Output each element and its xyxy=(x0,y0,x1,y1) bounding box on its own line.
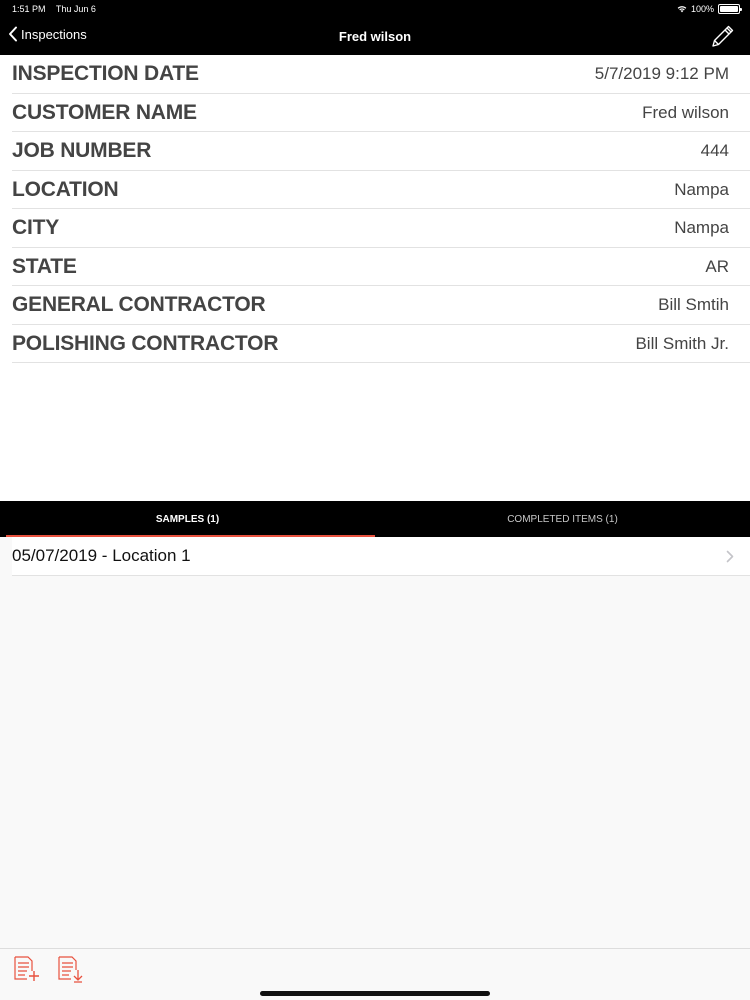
download-report-icon[interactable] xyxy=(57,955,85,983)
detail-row-customer-name xyxy=(12,94,750,133)
detail-value: AR xyxy=(705,256,729,276)
detail-row-polishing-contractor xyxy=(12,325,750,364)
detail-value: Nampa xyxy=(674,179,729,199)
details-blank-area xyxy=(0,363,750,501)
list-item[interactable] xyxy=(12,537,750,576)
navigation-bar xyxy=(0,18,750,55)
page-title: Fred wilson xyxy=(338,29,412,44)
detail-label: JOB NUMBER xyxy=(12,139,152,162)
detail-label: INSPECTION DATE xyxy=(12,62,199,85)
pencil-icon[interactable] xyxy=(708,23,736,51)
detail-label: POLISHING CONTRACTOR xyxy=(12,331,279,355)
detail-label: LOCATION xyxy=(12,177,119,201)
battery-fill xyxy=(720,6,738,12)
detail-value: 444 xyxy=(700,141,729,160)
add-report-icon[interactable] xyxy=(13,955,41,983)
detail-value: 5/7/2019 9:12 PM xyxy=(594,64,729,83)
detail-value: Nampa xyxy=(674,218,729,237)
tab-samples-label: SAMPLES (1) xyxy=(155,514,220,525)
chevron-right-icon xyxy=(726,550,734,563)
detail-label: GENERAL CONTRACTOR xyxy=(12,293,266,316)
status-bar xyxy=(0,0,750,18)
detail-row-inspection-date xyxy=(12,55,750,94)
battery-percent: 100% xyxy=(690,4,714,14)
status-time: 1:51 PM xyxy=(12,4,46,14)
inspection-details xyxy=(0,55,750,363)
detail-row-job-number xyxy=(12,132,750,171)
detail-row-general-contractor xyxy=(12,286,750,325)
back-button-label: Inspections xyxy=(21,26,87,42)
list-item-label: 05/07/2019 - Location 1 xyxy=(12,546,191,565)
detail-row-city xyxy=(12,209,750,248)
tab-completed-items-label: COMPLETED ITEMS (1) xyxy=(507,514,618,525)
wifi-icon xyxy=(677,5,687,13)
samples-list xyxy=(0,537,750,576)
detail-value: Fred wilson xyxy=(642,102,729,122)
tab-samples[interactable] xyxy=(0,501,375,537)
tab-completed-items[interactable] xyxy=(375,501,750,537)
home-indicator xyxy=(260,991,490,996)
detail-row-state xyxy=(12,248,750,287)
detail-label: CUSTOMER NAME xyxy=(12,100,197,124)
detail-label: STATE xyxy=(12,254,77,278)
status-right xyxy=(677,4,740,14)
detail-label: CITY xyxy=(12,216,60,239)
segment-tab-bar xyxy=(0,501,750,537)
status-date: Thu Jun 6 xyxy=(55,4,96,14)
status-left xyxy=(12,4,104,14)
battery-icon xyxy=(718,4,740,14)
detail-value: Bill Smith Jr. xyxy=(635,333,729,353)
detail-row-location xyxy=(12,171,750,210)
detail-value: Bill Smtih xyxy=(658,295,729,314)
